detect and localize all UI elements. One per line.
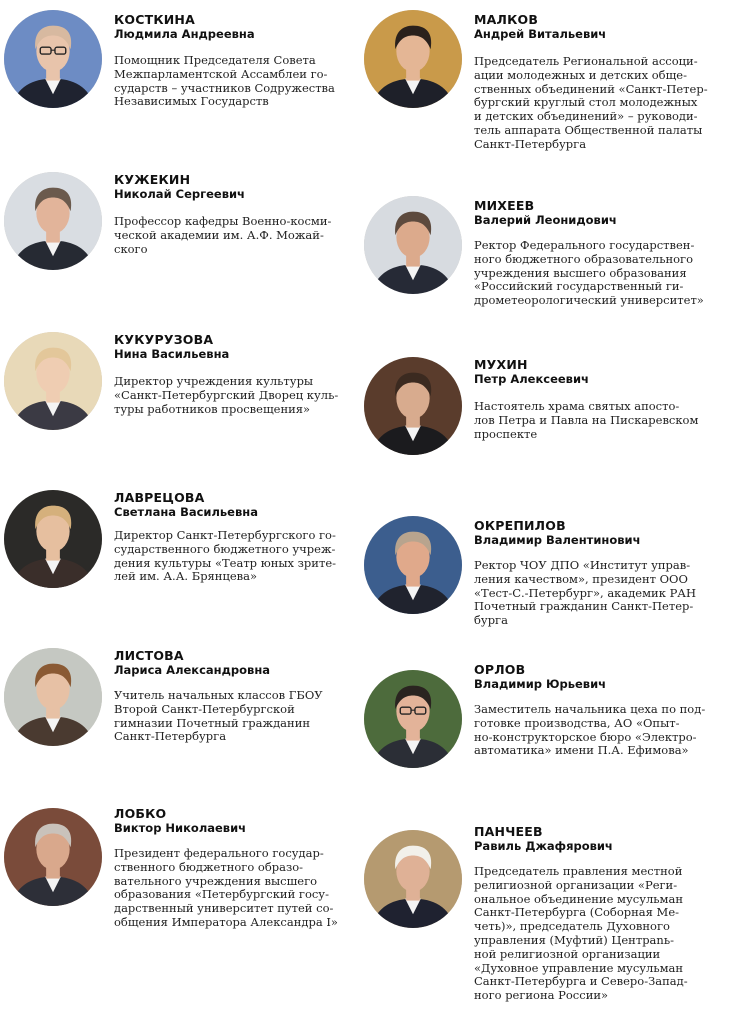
portrait-silhouette [364, 196, 462, 294]
role-line: Независимых Государств [114, 94, 269, 109]
avatar-photo [4, 648, 102, 746]
role-line: ональное объединение мусульман [474, 891, 683, 906]
person-role [474, 865, 704, 1003]
role-line: бургский круглый стол молодежных [474, 95, 698, 110]
portrait-silhouette [364, 670, 462, 768]
role-line: проспекте [474, 426, 538, 441]
person-given-name: Петр Алексеевич [474, 372, 589, 386]
person-text [474, 662, 704, 758]
role-line: Президент федерального госудаp- [114, 846, 324, 860]
role-line: вательного учреждения высшего [114, 873, 318, 888]
person-text [114, 806, 344, 930]
person-surname: ЛИСТОВА [114, 648, 184, 663]
role-line: «Духовное управление мусульман [474, 960, 684, 975]
avatar-photo [364, 830, 462, 928]
person-text [474, 12, 708, 152]
portrait-silhouette [364, 830, 462, 928]
role-line: ной религиозной организации [474, 946, 661, 961]
person-surname: КУЖЕКИН [114, 172, 191, 187]
person-given-name: Николай Сергеевич [114, 187, 245, 201]
role-line: Ректор ЧОУ ДПО «Институт управ- [474, 558, 691, 572]
role-line: ного региона России» [474, 988, 609, 1003]
person-given-name: Валерий Леонидович [474, 213, 617, 227]
portrait-silhouette [4, 490, 102, 588]
role-line: учреждения высшего образования [474, 265, 687, 280]
person-text [474, 357, 704, 441]
person-text [114, 172, 344, 256]
role-line: Настоятель храма святых апосто- [474, 399, 680, 413]
avatar-photo [4, 808, 102, 906]
role-line: но-конструкторское бюро «Электро- [474, 729, 697, 744]
person-role [114, 529, 344, 584]
role-line: ления качеством», президент ООО [474, 571, 688, 586]
role-line: автоматика» имени П.А. Ефимова» [474, 743, 689, 758]
avatar-photo [4, 332, 102, 430]
role-line: Директор Санкт-Петербургского го- [114, 528, 336, 542]
person-text [114, 648, 344, 744]
portrait-silhouette [364, 10, 462, 108]
portrait-silhouette [4, 10, 102, 108]
avatar-photo [364, 10, 462, 108]
role-line: образования «Петербургский госу- [114, 887, 329, 902]
avatar-photo [364, 357, 462, 455]
role-line: Почетный гражданин Санкт-Петер- [474, 599, 694, 614]
portrait-silhouette [4, 648, 102, 746]
person-role [474, 239, 704, 308]
avatar-photo [4, 490, 102, 588]
person-given-name: Светлана Васильевна [114, 505, 258, 519]
role-line: ственных объединений «Санкт-Петер- [474, 81, 708, 96]
person-role [474, 400, 704, 441]
person-text [114, 332, 344, 416]
portrait-silhouette [364, 357, 462, 455]
portrait-silhouette [4, 172, 102, 270]
role-line: Санкт-Петербурга и Северо-Запад- [474, 974, 688, 989]
role-line: Профессор кафедры Военно-косми- [114, 214, 332, 228]
role-line: Учитель начальных классов ГБОУ [114, 688, 323, 702]
role-line: Ректор Федерального государствен- [474, 238, 695, 252]
avatar-photo [364, 196, 462, 294]
person-surname: ОКРЕПИЛОВ [474, 518, 566, 533]
person-text [474, 198, 704, 308]
role-line: тель аппарата Общественной палаты [474, 122, 703, 137]
person-surname: ЛАВРЕЦОВА [114, 490, 205, 505]
person-role [474, 703, 704, 758]
person-surname: КУКУРУЗОВА [114, 332, 214, 347]
person-text [114, 12, 344, 109]
role-line: ческой академии им. А.Ф. Можай- [114, 227, 324, 242]
person-role [114, 375, 344, 416]
person-given-name: Людмила Андреевна [114, 27, 255, 41]
person-given-name: Лариса Александровна [114, 663, 271, 677]
person-given-name: Нина Васильевна [114, 347, 230, 361]
role-line: туры работников просвещения» [114, 401, 311, 416]
role-line: Помощник Председателя Совета [114, 53, 316, 67]
role-line: сударств – участников Содружества [114, 80, 335, 95]
role-line: готовке производства, АО «Опыт- [474, 715, 680, 730]
role-line: ственного бюджетного образо- [114, 859, 304, 874]
person-surname: ПАНЧЕЕВ [474, 824, 543, 839]
person-given-name: Андрей Витальевич [474, 27, 607, 41]
role-line: сударственного бюджетного учреж- [114, 541, 336, 556]
person-text [114, 490, 344, 584]
role-line: Санкт-Петербурга (Соборная Ме- [474, 905, 680, 920]
role-line: Директор учреждения культуры [114, 374, 314, 388]
role-line: дения культуры «Театр юных зрите- [114, 555, 337, 570]
person-text [474, 518, 704, 628]
person-given-name: Виктор Николаевич [114, 821, 247, 835]
role-line: ного бюджетного образовательного [474, 251, 694, 266]
role-line: Санкт-Петербурга [114, 729, 227, 744]
avatar-photo [4, 10, 102, 108]
role-line: «Российский государственный ги- [474, 279, 684, 294]
person-role [114, 54, 344, 109]
person-surname: КОСТКИНА [114, 12, 195, 27]
role-line: Председатель правления местной [474, 864, 683, 878]
role-line: бурга [474, 613, 508, 628]
person-role [114, 689, 344, 744]
role-line: «Санкт-Петербургский Дворец куль- [114, 387, 339, 402]
person-surname: ЛОБКО [114, 806, 167, 821]
role-line: Межпарламентской Ассамблеи го- [114, 66, 328, 81]
role-line: четь)», председатель Духовного [474, 919, 670, 934]
role-line: ского [114, 241, 148, 256]
role-line: лей им. А.А. Брянцева» [114, 569, 258, 584]
person-role [114, 215, 344, 256]
role-line: «Тест-С.-Петербург», академик РАН [474, 585, 697, 600]
person-text [474, 824, 704, 1003]
person-surname: МУХИН [474, 357, 528, 372]
role-line: лов Петра и Павла на Пискаревском [474, 412, 699, 427]
person-given-name: Владимир Валентинович [474, 533, 641, 547]
portrait-silhouette [364, 516, 462, 614]
role-line: ации молодежных и детских обще- [474, 67, 687, 82]
role-line: дарственный университет путей со- [114, 901, 334, 916]
role-line: Заместитель начальника цеха по под- [474, 702, 706, 716]
person-role [474, 559, 704, 628]
role-line: Второй Санкт-Петербургской [114, 701, 295, 716]
person-surname: МАЛКОВ [474, 12, 539, 27]
person-given-name: Владимир Юрьевич [474, 677, 607, 691]
role-line: Санкт-Петербурга [474, 136, 587, 151]
person-role [114, 847, 344, 930]
avatar-photo [4, 172, 102, 270]
role-line: управления (Муфтий) Центраnь- [474, 932, 674, 947]
person-surname: МИХЕЕВ [474, 198, 535, 213]
avatar-photo [364, 516, 462, 614]
role-line: и детских объединений» – руководи- [474, 109, 698, 124]
role-line: Председатель Региональной ассоци- [474, 54, 698, 68]
role-line: общения Императора Александра I» [114, 914, 338, 929]
person-role [474, 54, 708, 152]
role-line: гимназии Почетный гражданин [114, 715, 311, 730]
person-surname: ОРЛОВ [474, 662, 526, 677]
person-given-name: Равиль Джафярович [474, 839, 613, 853]
portrait-silhouette [4, 332, 102, 430]
portrait-silhouette [4, 808, 102, 906]
avatar-photo [364, 670, 462, 768]
role-line: религиозной организации «Реги- [474, 877, 678, 892]
role-line: дрометеорологический университет» [474, 293, 704, 308]
